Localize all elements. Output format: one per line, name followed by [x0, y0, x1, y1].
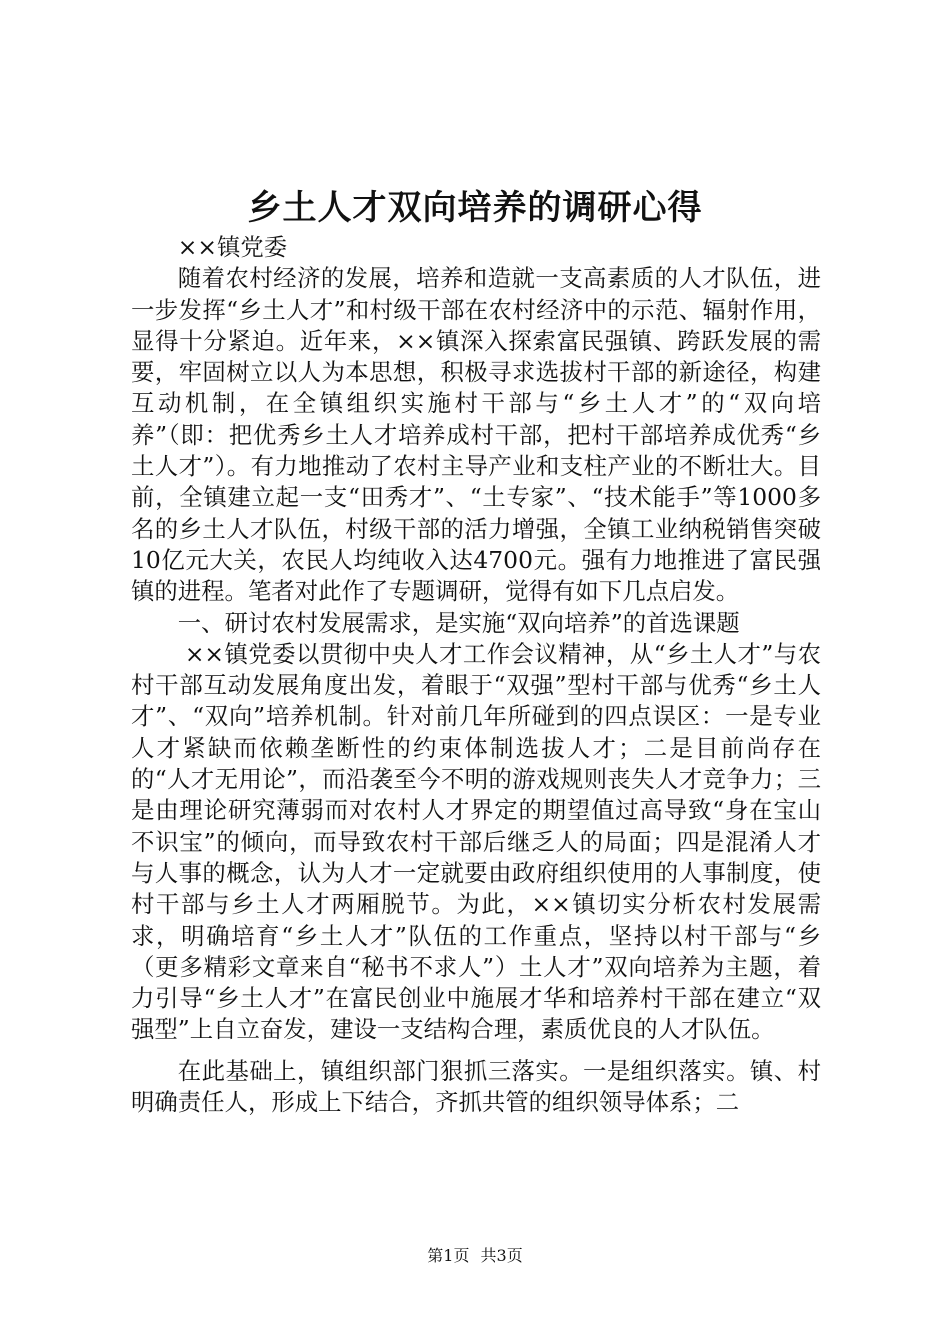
paragraph-section-1: ××镇党委以贯彻中央人才工作会议精神，从“乡土人才”与农村干部互动发展角度出发，着眼于“双强”型村干部与优秀“乡土人才”、“双向”培养机制。针对前几年所碰到的四点误区：一是专业人才紧缺而依赖垄断性的约束体制选拔人才；二是目前尚存在的“人才无用论”，而沿袭至今不明的游戏规则丧失人才竞争力；三是由理论研究薄弱而对农村人才界定的期望值过高导致“身在宝山不识宝”的倾向，而导致农村干部后继乏人的局面；四是混淆人才与人事的概念，认为人才一定就要由政府组织使用的人事制度，使村干部与乡土人才两厢脱节。为此，××镇切实分析农村发展需求，明确培育“乡土人才”队伍的工作重点，坚持以村干部与“乡（更多精彩文章来自“秘书不求人”）土人才”双向培养为主题，着力引导“乡土人才”在富民创业中施展才华和培养村干部在建立“双强型”上自立奋发，建设一支结构合理，素质优良的人才队伍。	[131, 639, 821, 1044]
author-line: ××镇党委	[177, 233, 288, 261]
page-number: 第1页	[427, 1246, 470, 1265]
document-title: 乡土人才双向培养的调研心得	[247, 188, 703, 228]
page-total: 共3页	[480, 1246, 523, 1265]
paragraph-intro: 随着农村经济的发展，培养和造就一支高素质的人才队伍，进一步发挥“乡土人才”和村级干部在农村经济中的示范、辐射作用，显得十分紧迫。近年来，××镇深入探索富民强镇、跨跃发展的需要，牢固树立以人为本思想，积极寻求选拔村干部的新途径，构建互动机制，在全镇组织实施村干部与“乡土人才”的“双向培养”（即：把优秀乡土人才培养成村干部，把村干部培养成优秀“乡土人才”）。有力地推动了农村主导产业和支柱产业的不断壮大。目前，全镇建立起一支“田秀才”、“土专家”、“技术能手”等1000多名的乡土人才队伍，村级干部的活力增强，全镇工业纳税销售突破10亿元大关，农民人均纯收入达4700元。强有力地推进了富民强镇的进程。笔者对此作了专题调研，觉得有如下几点启发。	[131, 264, 821, 606]
paragraph-implementation: 在此基础上，镇组织部门狠抓三落实。一是组织落实。镇、村明确责任人，形成上下结合，齐抓共管的组织领导体系；二	[131, 1056, 821, 1117]
document-body	[131, 232, 821, 1118]
page-footer	[0, 1245, 950, 1267]
section-heading-1: 一、研讨农村发展需求，是实施“双向培养”的首选课题	[177, 608, 740, 637]
